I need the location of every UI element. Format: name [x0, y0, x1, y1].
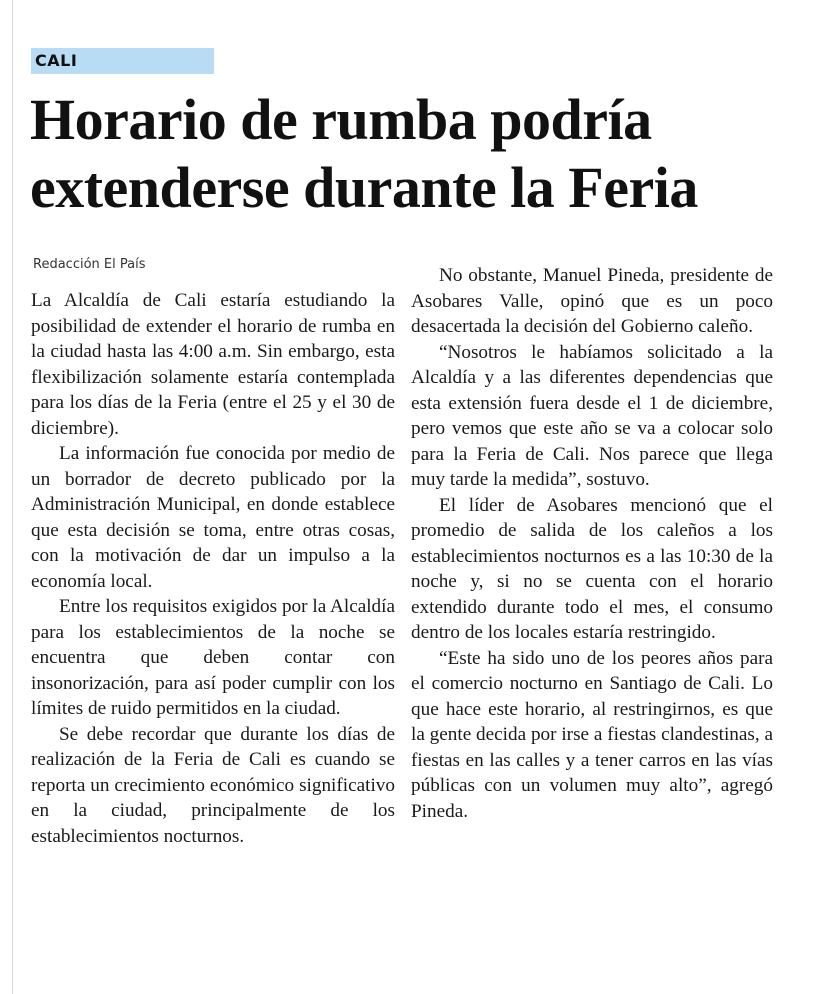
- article-column-left: [31, 288, 395, 849]
- paragraph: El líder de Asobares mencionó que el promedio de salida de los caleños a los establecimientos nocturnos es a las 10:30 de la noche y, si no se cuenta con el horario extendido durante todo el mes, el consumo dentro de los locales estaría restringido.: [411, 494, 773, 643]
- article-byline: Redacción El País: [33, 257, 146, 272]
- article-column-right: [411, 263, 773, 824]
- paragraph: “Este ha sido uno de los peores años para el comercio nocturno en Santiago de Cali. Lo que hace este horario, al restringirnos, es que la gente decida por irse a fiestas clandestinas, a fiestas en las calles y a tener carros en las vías públicas con un volumen muy alto”, agregó Pineda.: [411, 647, 773, 822]
- paragraph: La información fue conocida por medio de un borrador de decreto publicado por la Administración Municipal, en donde establece que esta decisión se toma, entre otras cosas, con la motivación de dar un impulso a la economía local.: [31, 443, 395, 592]
- paragraph: Se debe recordar que durante los días de realización de la Feria de Cali es cuando se reporta un crecimiento económico significativo en la ciudad, principalmente de los establecimientos nocturnos.: [31, 723, 395, 847]
- paragraph: No obstante, Manuel Pineda, presidente de Asobares Valle, opinó que es un poco desacertada la decisión del Gobierno caleño.: [411, 265, 773, 337]
- article-headline: Horario de rumba podría extenderse durante la Feria: [30, 87, 698, 220]
- section-label: CALI: [31, 48, 214, 74]
- paragraph: La Alcaldía de Cali estaría estudiando la posibilidad de extender el horario de rumba en la ciudad hasta las 4:00 a.m. Sin embargo, esta flexibilización solamente estaría contemplada para los días de la Feria (entre el 25 y el 30 de diciembre).: [31, 290, 395, 439]
- paragraph: Entre los requisitos exigidos por la Alcaldía para los establecimientos de la noche se encuentra que deben contar con insonorización, para así poder cumplir con los límites de ruido permitidos en la ciudad.: [31, 596, 395, 719]
- page-edge-rule: [12, 0, 13, 994]
- paragraph: “Nosotros le habíamos solicitado a la Alcaldía y a las diferentes dependencias que esta extensión fuera desde el 1 de diciembre, pero vemos que este año se va a colocar solo para la Feria de Cali. Nos parece que llega muy tarde la medida”, sostuvo.: [411, 341, 773, 490]
